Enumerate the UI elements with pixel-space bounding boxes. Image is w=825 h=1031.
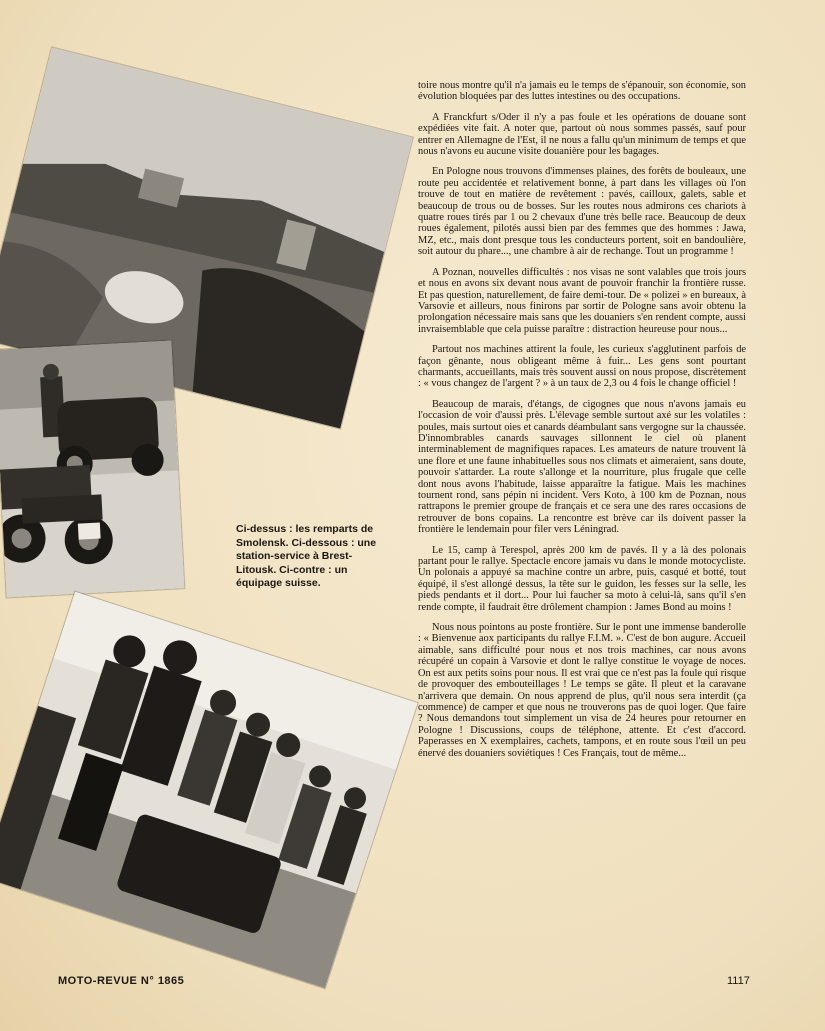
article-paragraph: Le 15, camp à Terespol, après 200 km de pavés. Il y a là des polonais partant pour le rallye. Spectacle encore jamais vu dans le monde motocycliste. Un polonais a appuyé sa machine contre un arbre, puis, casqué et botté, tout équipé, il s'est allongé dessus, la tête sur le guidon, les fesses sur la selle, les pieds pendants et il dort... Pour lui faucher sa moto à celui-là, sans qu'il s'en rende compte, il faudrait être drôlement champion : James Bond au moins ! [418,544,746,613]
magazine-issue-label: MOTO-REVUE N° 1865 [58,975,185,987]
article-paragraph: A Poznan, nouvelles difficultés : nos visas ne sont valables que trois jours et nous en avons six devant nous avant de pouvoir franchir la frontière russe. Et pas question, naturellement, de faire demi-tour. De « polizei » en bureaux, à Varsovie et ailleurs, nous finirons par sortir de Pologne sans avoir obtenu la prolongation nécessaire mais sans que les douaniers s'en rendent compte, aussi invraisemblable que cela puisse paraître : distraction heureuse pour nous... [418,266,746,335]
page-number: 1117 [727,975,750,987]
article-body [418,80,746,768]
article-paragraph: Nous nous pointons au poste frontière. Sur le pont une immense banderolle : « Bienvenue aox participants du rallye F.I.M. ». C'est de bon augure. Accueil aimable, sans difficulté pour nous et nos trois machines, car nous avons récupéré un copain à Varsovie et dont le rallye constitue le voyage de noces. On est aux petits soins pour nous. Il est vrai que ce n'est pas la foule qui risque de provoquer des embouteillages ! Le temps se gâte. Il pleut et la caravane n'arrivera que demain. On nous apprend de plus, qu'il nous sera interdit (ça commence) de camper et que nous ne trouverons pas de quoi loger. Que faire ? Nous demandons tout simplement un visa de 24 heures pour retourner en Pologne ! Discussions, coups de téléphone, attente. Et c'est d'accord. Paperasses en X exemplaires, cachets, tampons, et en route sous l'œil un peu énervé des douaniers soviétiques ! Ces Français, tout de même... [418,622,746,759]
article-paragraph: Beaucoup de marais, d'étangs, de cigognes que nous n'avons jamais eu l'occasion de voir d'aussi près. L'élevage semble surtout axé sur les volatiles : poules, mais surtout oies et canards déambulant sans vergogne sur la chaussée. D'innombrables canards sauvages sillonnent le ciel où planent interminablement de magnifiques rapaces. Les amateurs de nature trouvent là une flore et une faune inhabituelles sous nos climats et aimeraient, sans doute, pouvoir s'attarder. La route s'allonge et la nourriture, plus frugale que celle dont nous avons l'habitude, laisse apparaître la fatigue. Mais les machines tournent rond, sans pépin ni incident. Vers Koto, à 100 km de Poznan, nous rattrapons le premier groupe de français et ce sera une des rares occasions de retrouver de bons copains. La rencontre est brève car ils doivent passer la frontière le lendemain pour filer vers Léningrad. [418,398,746,536]
photo-brest-litousk-station [0,341,184,598]
article-paragraph: toire nous montre qu'il n'a jamais eu le temps de s'épanouir, son économie, son évolution bloquées par des luttes intestines ou des occupations. [418,80,746,103]
article-paragraph: Partout nos machines attirent la foule, les curieux s'agglutinent parfois de façon gênante, nous obligeant même à fuir... Les gens sont pourtant charmants, accueillants, mais très souvent aussi on nous propose, discrètement : « vous changez de l'argent ? » à un taux de 2,3 ou 4 fois le change officiel ! [418,344,746,390]
article-paragraph: En Pologne nous trouvons d'immenses plaines, des forêts de bouleaux, une route peu accidentée et relativement bonne, à part dans les villages où l'on trouve de tout en matière de revêtement : pavés, cailloux, galets, sable et beaucoup de trous ou de bosses. Sur les routes nous admirons ces chariots à quatre roues tirés par 1 ou 2 chevaux d'une très belle race. Beaucoup de deux roues également, pilotés aussi bien par des femmes que des hommes : Jawa, MZ, etc., mais dont presque tous les conducteurs portent, soit en bandoulière, soit autour du phare..., une chambre à air de rechange. Tout un programme ! [418,166,746,258]
article-paragraph: A Franckfurt s/Oder il n'y a pas foule et les opérations de douane sont expédiées vite fait. A noter que, partout où nous sommes passés, sauf pour entrer en Allemagne de l'Est, il ne nous a fallu qu'un minimum de temps et que nous n'avons eu aucune visite douanière pour les bagages. [418,111,746,158]
photo-brest-image [0,341,184,598]
photo-caption: Ci-dessus : les remparts de Smolensk. Ci-dessous : une station-service à Brest-Litousk. Ci-contre : un équipage suisse. [236,523,377,589]
